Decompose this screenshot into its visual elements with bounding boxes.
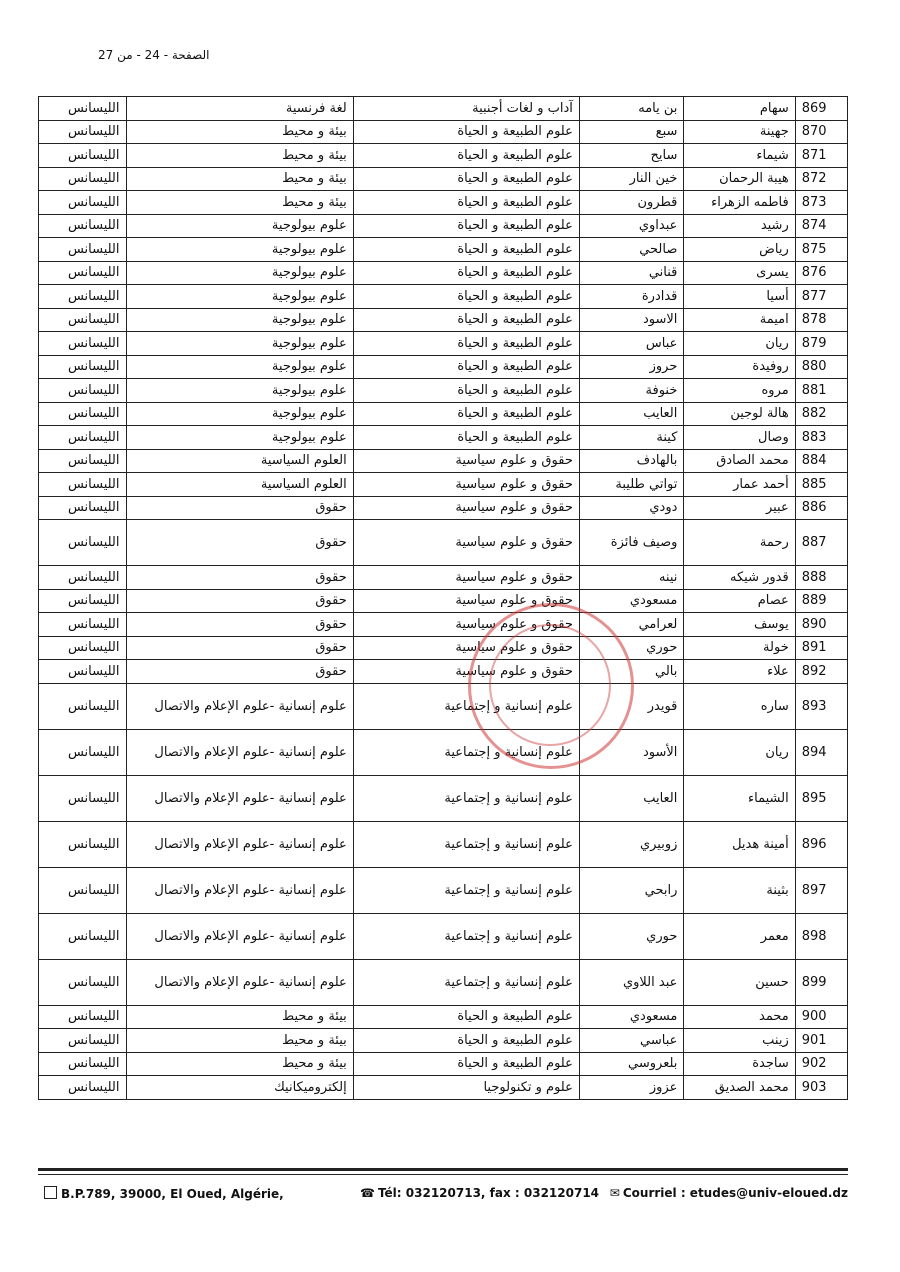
table-row (39, 308, 848, 332)
table-row (39, 191, 848, 215)
cell-row-number: 889 (795, 589, 847, 613)
cell-field: حقوق و علوم سياسية (353, 566, 579, 590)
cell-last-name: بن يامه (579, 97, 684, 121)
cell-row-number: 873 (795, 191, 847, 215)
cell-specialty: علوم إنسانية -علوم الإعلام والاتصال (126, 913, 353, 959)
cell-field: حقوق و علوم سياسية (353, 636, 579, 660)
cell-first-name: محمد الصادق (684, 449, 795, 473)
table-row (39, 355, 848, 379)
cell-specialty: علوم إنسانية -علوم الإعلام والاتصال (126, 683, 353, 729)
cell-level: الليسانس (39, 97, 127, 121)
cell-last-name: لعرامي (579, 613, 684, 637)
table-row (39, 1076, 848, 1100)
table-row (39, 613, 848, 637)
cell-specialty: لغة فرنسية (126, 97, 353, 121)
cell-level: الليسانس (39, 589, 127, 613)
cell-last-name: عباسي (579, 1029, 684, 1053)
cell-field: علوم الطبيعة و الحياة (353, 285, 579, 309)
cell-field: علوم الطبيعة و الحياة (353, 402, 579, 426)
cell-first-name: أسيا (684, 285, 795, 309)
cell-field: علوم الطبيعة و الحياة (353, 426, 579, 450)
table-row (39, 1029, 848, 1053)
cell-field: علوم إنسانية و إجتماعية (353, 959, 579, 1005)
table-row (39, 426, 848, 450)
cell-field: علوم الطبيعة و الحياة (353, 1005, 579, 1029)
cell-specialty: علوم إنسانية -علوم الإعلام والاتصال (126, 729, 353, 775)
cell-first-name: جهينة (684, 120, 795, 144)
cell-first-name: ساره (684, 683, 795, 729)
cell-row-number: 878 (795, 308, 847, 332)
cell-field: علوم إنسانية و إجتماعية (353, 821, 579, 867)
cell-first-name: هالة لوجين (684, 402, 795, 426)
cell-field: حقوق و علوم سياسية (353, 589, 579, 613)
students-table (38, 96, 848, 1100)
cell-last-name: صالحي (579, 238, 684, 262)
table-row (39, 285, 848, 309)
cell-last-name: دودي (579, 496, 684, 520)
cell-level: الليسانس (39, 821, 127, 867)
cell-level: الليسانس (39, 191, 127, 215)
cell-first-name: علاء (684, 660, 795, 684)
table-row (39, 1005, 848, 1029)
cell-level: الليسانس (39, 473, 127, 497)
cell-first-name: أمينة هديل (684, 821, 795, 867)
cell-first-name: سهام (684, 97, 795, 121)
cell-last-name: حروز (579, 355, 684, 379)
footer-address: B.P.789, 39000, El Oued, Algérie, (61, 1187, 284, 1201)
cell-specialty: علوم بيولوجية (126, 238, 353, 262)
envelope-icon: ✉ (609, 1186, 620, 1200)
cell-first-name: فاطمه الزهراء (684, 191, 795, 215)
cell-first-name: رشيد (684, 214, 795, 238)
cell-first-name: الشيماء (684, 775, 795, 821)
cell-field: حقوق و علوم سياسية (353, 613, 579, 637)
cell-first-name: ريان (684, 729, 795, 775)
cell-last-name: قناني (579, 261, 684, 285)
table-row (39, 402, 848, 426)
cell-row-number: 895 (795, 775, 847, 821)
table-row (39, 775, 848, 821)
table-row (39, 379, 848, 403)
cell-first-name: رحمة (684, 520, 795, 566)
cell-row-number: 881 (795, 379, 847, 403)
cell-specialty: حقوق (126, 660, 353, 684)
page-number: الصفحة - 24 - من 27 (98, 48, 210, 62)
footer-email[interactable]: Courriel : etudes@univ-eloued.dz (622, 1186, 848, 1200)
table-row (39, 913, 848, 959)
cell-row-number: 892 (795, 660, 847, 684)
cell-level: الليسانس (39, 867, 127, 913)
cell-row-number: 884 (795, 449, 847, 473)
cell-first-name: اميمة (684, 308, 795, 332)
cell-level: الليسانس (39, 214, 127, 238)
cell-first-name: عبير (684, 496, 795, 520)
cell-specialty: علوم بيولوجية (126, 285, 353, 309)
cell-level: الليسانس (39, 683, 127, 729)
cell-field: علوم إنسانية و إجتماعية (353, 729, 579, 775)
cell-field: علوم الطبيعة و الحياة (353, 120, 579, 144)
cell-specialty: إلكتروميكانيك (126, 1076, 353, 1100)
cell-field: علوم إنسانية و إجتماعية (353, 775, 579, 821)
table-row (39, 683, 848, 729)
cell-first-name: أحمد عمار (684, 473, 795, 497)
cell-level: الليسانس (39, 729, 127, 775)
cell-row-number: 879 (795, 332, 847, 356)
cell-row-number: 876 (795, 261, 847, 285)
cell-row-number: 894 (795, 729, 847, 775)
table-row (39, 566, 848, 590)
footer-divider (38, 1168, 848, 1171)
cell-specialty: حقوق (126, 613, 353, 637)
table-row (39, 589, 848, 613)
cell-first-name: خولة (684, 636, 795, 660)
cell-first-name: عصام (684, 589, 795, 613)
cell-specialty: علوم بيولوجية (126, 308, 353, 332)
cell-first-name: قدور شيكه (684, 566, 795, 590)
cell-level: الليسانس (39, 379, 127, 403)
cell-first-name: وصال (684, 426, 795, 450)
cell-specialty: بيئة و محيط (126, 191, 353, 215)
cell-first-name: زينب (684, 1029, 795, 1053)
cell-level: الليسانس (39, 566, 127, 590)
cell-last-name: تواتي طليبة (579, 473, 684, 497)
cell-specialty: العلوم السياسية (126, 473, 353, 497)
cell-row-number: 877 (795, 285, 847, 309)
cell-row-number: 882 (795, 402, 847, 426)
cell-row-number: 893 (795, 683, 847, 729)
cell-field: علوم الطبيعة و الحياة (353, 332, 579, 356)
table-row (39, 729, 848, 775)
cell-last-name: عباس (579, 332, 684, 356)
cell-field: علوم إنسانية و إجتماعية (353, 867, 579, 913)
cell-specialty: بيئة و محيط (126, 1052, 353, 1076)
cell-specialty: حقوق (126, 520, 353, 566)
cell-row-number: 888 (795, 566, 847, 590)
cell-row-number: 902 (795, 1052, 847, 1076)
cell-row-number: 883 (795, 426, 847, 450)
cell-specialty: بيئة و محيط (126, 167, 353, 191)
cell-specialty: العلوم السياسية (126, 449, 353, 473)
cell-field: حقوق و علوم سياسية (353, 520, 579, 566)
cell-row-number: 871 (795, 144, 847, 168)
table-row (39, 167, 848, 191)
table-row (39, 144, 848, 168)
cell-specialty: علوم بيولوجية (126, 261, 353, 285)
cell-last-name: مسعودي (579, 589, 684, 613)
cell-field: حقوق و علوم سياسية (353, 660, 579, 684)
cell-field: علوم الطبيعة و الحياة (353, 238, 579, 262)
cell-specialty: حقوق (126, 566, 353, 590)
cell-field: علوم الطبيعة و الحياة (353, 261, 579, 285)
cell-first-name: حسين (684, 959, 795, 1005)
cell-row-number: 890 (795, 613, 847, 637)
cell-first-name: رياض (684, 238, 795, 262)
cell-specialty: علوم بيولوجية (126, 426, 353, 450)
cell-level: الليسانس (39, 355, 127, 379)
cell-field: حقوق و علوم سياسية (353, 473, 579, 497)
cell-level: الليسانس (39, 520, 127, 566)
cell-last-name: سايح (579, 144, 684, 168)
cell-field: علوم الطبيعة و الحياة (353, 1029, 579, 1053)
cell-specialty: علوم إنسانية -علوم الإعلام والاتصال (126, 959, 353, 1005)
table-row (39, 496, 848, 520)
cell-last-name: سبع (579, 120, 684, 144)
cell-field: علوم الطبيعة و الحياة (353, 355, 579, 379)
cell-field: علوم و تكنولوجيا (353, 1076, 579, 1100)
cell-last-name: قدادرة (579, 285, 684, 309)
cell-first-name: محمد (684, 1005, 795, 1029)
cell-specialty: علوم إنسانية -علوم الإعلام والاتصال (126, 867, 353, 913)
cell-first-name: مروه (684, 379, 795, 403)
cell-field: علوم الطبيعة و الحياة (353, 379, 579, 403)
cell-level: الليسانس (39, 261, 127, 285)
cell-last-name: بالهادف (579, 449, 684, 473)
cell-specialty: علوم إنسانية -علوم الإعلام والاتصال (126, 775, 353, 821)
cell-specialty: بيئة و محيط (126, 1029, 353, 1053)
cell-last-name: قطرون (579, 191, 684, 215)
cell-specialty: علوم بيولوجية (126, 332, 353, 356)
cell-specialty: حقوق (126, 636, 353, 660)
cell-level: الليسانس (39, 660, 127, 684)
cell-level: الليسانس (39, 1076, 127, 1100)
cell-row-number: 901 (795, 1029, 847, 1053)
table-row (39, 821, 848, 867)
table-row (39, 332, 848, 356)
table-row (39, 959, 848, 1005)
footer-phone: Tél: 032120713, fax : 032120714 (377, 1186, 600, 1200)
cell-specialty: علوم بيولوجية (126, 214, 353, 238)
table-row (39, 660, 848, 684)
cell-last-name: نينه (579, 566, 684, 590)
table-row (39, 520, 848, 566)
cell-last-name: مسعودي (579, 1005, 684, 1029)
cell-level: الليسانس (39, 1029, 127, 1053)
cell-first-name: روفيدة (684, 355, 795, 379)
cell-first-name: يسرى (684, 261, 795, 285)
table-row (39, 120, 848, 144)
cell-row-number: 897 (795, 867, 847, 913)
cell-level: الليسانس (39, 426, 127, 450)
table-row (39, 636, 848, 660)
cell-first-name: معمر (684, 913, 795, 959)
cell-level: الليسانس (39, 449, 127, 473)
cell-last-name: عبد اللاوي (579, 959, 684, 1005)
cell-level: الليسانس (39, 402, 127, 426)
cell-level: الليسانس (39, 167, 127, 191)
cell-level: الليسانس (39, 120, 127, 144)
cell-last-name: خنوفة (579, 379, 684, 403)
cell-last-name: حوري (579, 636, 684, 660)
cell-field: علوم إنسانية و إجتماعية (353, 913, 579, 959)
cell-level: الليسانس (39, 144, 127, 168)
cell-field: علوم الطبيعة و الحياة (353, 191, 579, 215)
cell-level: الليسانس (39, 496, 127, 520)
cell-last-name: زوبيري (579, 821, 684, 867)
cell-last-name: العايب (579, 775, 684, 821)
cell-level: الليسانس (39, 332, 127, 356)
cell-last-name: حوري (579, 913, 684, 959)
cell-last-name: عزوز (579, 1076, 684, 1100)
cell-row-number: 875 (795, 238, 847, 262)
cell-first-name: ساجدة (684, 1052, 795, 1076)
cell-last-name: قويدر (579, 683, 684, 729)
cell-field: علوم الطبيعة و الحياة (353, 1052, 579, 1076)
cell-field: علوم الطبيعة و الحياة (353, 308, 579, 332)
cell-last-name: رابحي (579, 867, 684, 913)
cell-field: حقوق و علوم سياسية (353, 449, 579, 473)
cell-level: الليسانس (39, 1005, 127, 1029)
cell-last-name: بلعروسي (579, 1052, 684, 1076)
cell-first-name: بثينة (684, 867, 795, 913)
cell-row-number: 880 (795, 355, 847, 379)
table-row (39, 238, 848, 262)
cell-specialty: حقوق (126, 589, 353, 613)
cell-first-name: محمد الصديق (684, 1076, 795, 1100)
mailbox-icon (44, 1186, 57, 1199)
cell-first-name: يوسف (684, 613, 795, 637)
table-row (39, 261, 848, 285)
cell-row-number: 891 (795, 636, 847, 660)
cell-row-number: 887 (795, 520, 847, 566)
cell-specialty: علوم بيولوجية (126, 355, 353, 379)
cell-row-number: 903 (795, 1076, 847, 1100)
cell-field: حقوق و علوم سياسية (353, 496, 579, 520)
cell-field: علوم الطبيعة و الحياة (353, 214, 579, 238)
cell-specialty: بيئة و محيط (126, 120, 353, 144)
cell-first-name: هيبة الرحمان (684, 167, 795, 191)
phone-icon: ☎ (360, 1186, 375, 1200)
cell-last-name: وصيف فائزة (579, 520, 684, 566)
cell-field: علوم إنسانية و إجتماعية (353, 683, 579, 729)
cell-level: الليسانس (39, 308, 127, 332)
table-row (39, 473, 848, 497)
table-row (39, 449, 848, 473)
cell-first-name: شيماء (684, 144, 795, 168)
table-row (39, 97, 848, 121)
cell-field: آداب و لغات أجنبية (353, 97, 579, 121)
cell-row-number: 900 (795, 1005, 847, 1029)
cell-specialty: بيئة و محيط (126, 1005, 353, 1029)
cell-last-name: الاسود (579, 308, 684, 332)
table-row (39, 867, 848, 913)
cell-specialty: بيئة و محيط (126, 144, 353, 168)
cell-level: الليسانس (39, 775, 127, 821)
cell-specialty: حقوق (126, 496, 353, 520)
cell-level: الليسانس (39, 913, 127, 959)
cell-row-number: 898 (795, 913, 847, 959)
cell-specialty: علوم إنسانية -علوم الإعلام والاتصال (126, 821, 353, 867)
table-row (39, 214, 848, 238)
cell-level: الليسانس (39, 285, 127, 309)
cell-last-name: الأسود (579, 729, 684, 775)
cell-row-number: 899 (795, 959, 847, 1005)
cell-row-number: 872 (795, 167, 847, 191)
cell-specialty: علوم بيولوجية (126, 402, 353, 426)
cell-last-name: كينة (579, 426, 684, 450)
table-row (39, 1052, 848, 1076)
cell-row-number: 874 (795, 214, 847, 238)
cell-level: الليسانس (39, 636, 127, 660)
cell-last-name: العايب (579, 402, 684, 426)
cell-first-name: ريان (684, 332, 795, 356)
cell-level: الليسانس (39, 1052, 127, 1076)
cell-level: الليسانس (39, 238, 127, 262)
cell-last-name: عبداوي (579, 214, 684, 238)
cell-last-name: بالي (579, 660, 684, 684)
cell-row-number: 885 (795, 473, 847, 497)
footer (40, 1186, 848, 1206)
cell-field: علوم الطبيعة و الحياة (353, 167, 579, 191)
cell-row-number: 886 (795, 496, 847, 520)
cell-level: الليسانس (39, 613, 127, 637)
cell-specialty: علوم بيولوجية (126, 379, 353, 403)
cell-last-name: خين النار (579, 167, 684, 191)
cell-level: الليسانس (39, 959, 127, 1005)
cell-row-number: 896 (795, 821, 847, 867)
cell-row-number: 869 (795, 97, 847, 121)
cell-row-number: 870 (795, 120, 847, 144)
cell-field: علوم الطبيعة و الحياة (353, 144, 579, 168)
